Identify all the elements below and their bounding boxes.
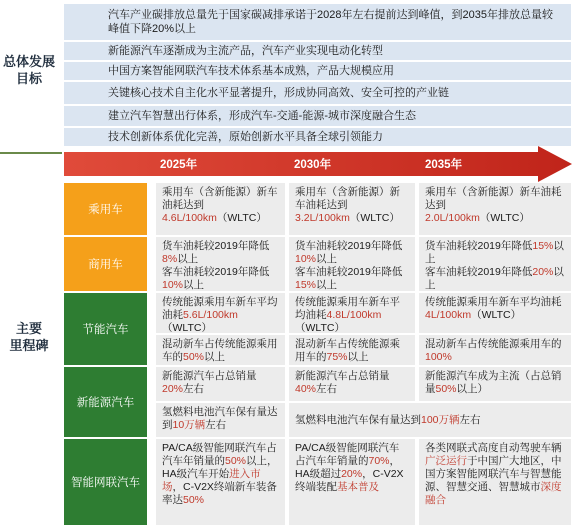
goals-label-line2: 目标 (15, 71, 42, 86)
goal-text: 汽车产业碳排放总量先于国家碳减排承诺于2028年左右提前达到峰值，到2035年排放总量较峰值下降20%以上 (108, 9, 553, 35)
cell-text: 新能源汽车成为主流（占总销量 (425, 370, 562, 395)
cell-text: ，HA级超过 (295, 455, 401, 480)
goal-text: 关键核心技术自主化水平显著提升，形成协同高效、安全可控的产业链 (108, 87, 449, 99)
cell-highlight: 20% (532, 266, 554, 278)
cell-highlight: 2.0L/100km (425, 212, 480, 224)
commercial-2025 (156, 237, 285, 291)
cell-text: 以上） (456, 383, 489, 395)
cell-text: （WLTC） (471, 309, 522, 321)
cell-text: （WLTC） (162, 322, 212, 334)
goal-text: 技术创新体系优化完善，原始创新水平具备全球引领能力 (108, 131, 383, 143)
milestones-label-line1: 主要 (15, 321, 42, 336)
cell-highlight: 100万辆 (421, 413, 460, 426)
section-divider (0, 152, 62, 154)
goal-text: 中国方案智能网联汽车技术体系基本成熟，产品大规模应用 (108, 65, 394, 77)
cell-text: 左右 (183, 383, 205, 395)
intelligent-2030 (289, 439, 415, 525)
cell-highlight: 40% (295, 383, 317, 395)
cell-highlight: 50% (435, 383, 457, 395)
cell-highlight: 5.6L/100km (183, 309, 238, 321)
hydrogen-2030-2035 (289, 403, 571, 437)
cell-text: 传统能源乘用车新车平均油耗 (162, 296, 278, 321)
cell-text: 氢燃料电池汽车保有量达到 (295, 413, 421, 426)
goal-item (64, 62, 571, 80)
category-label: 乘用车 (88, 204, 123, 216)
cell-highlight: 15% (295, 279, 317, 291)
category-label: 商用车 (88, 259, 123, 271)
year-2025: 2025年 (160, 159, 198, 171)
cell-text: 以上 (347, 351, 369, 363)
cell-text: 以上 (425, 266, 564, 291)
passenger-2030 (289, 183, 415, 235)
cell-text: 左右 (205, 419, 227, 431)
cell-highlight: 100% (425, 351, 452, 363)
cell-text: 混动新车占传统能源乘用车的 (162, 338, 278, 363)
cell-text: ，C-V2X终端新车装备率达 (162, 481, 277, 506)
cell-text: 以上 (425, 240, 564, 265)
passenger-2025 (156, 183, 285, 235)
goal-item (64, 128, 571, 146)
cell-text: 乘用车（含新能源）新车油耗达到 (295, 186, 400, 211)
cell-text: 混动新车占传统能源乘用车的 (295, 338, 400, 363)
cell-text: 客车油耗较2019年降低 (425, 266, 533, 278)
milestones-label-line2: 里程碑 (9, 338, 49, 353)
milestones-section-label (0, 312, 58, 362)
cell-text: 货车油耗较2019年降低 (162, 240, 270, 252)
cell-highlight: 20% (162, 383, 184, 395)
commercial-2030 (289, 237, 415, 291)
cell-highlight: 基本普及 (337, 481, 379, 493)
energy-saving-fuel-2025 (156, 293, 285, 333)
cell-text: （WLTC） (295, 322, 345, 334)
cell-text: PA/CA级智能网联汽车占汽车年销量的 (295, 442, 400, 467)
cell-text: 各类网联式高度自动驾驶车辆 (425, 442, 562, 454)
cell-text: 以上，HA级汽车开始 (162, 455, 278, 480)
cell-text: 混动新车占传统能源乘用车的 (425, 338, 562, 350)
category-passenger (64, 183, 147, 235)
cell-text: 客车油耗较2019年降低 (162, 266, 270, 278)
cell-text: 氢燃料电池汽车保有量达到 (162, 406, 278, 431)
category-new-energy (64, 367, 147, 437)
goal-text: 建立汽车智慧出行体系，形成汽车-交通-能源-城市深度融合生态 (108, 110, 416, 122)
category-label: 新能源汽车 (76, 397, 135, 409)
cell-text: 传统能源乘用车新车平均油耗 (295, 296, 400, 321)
cell-highlight: 广泛运行 (425, 455, 467, 467)
category-commercial (64, 237, 147, 291)
cell-text: 新能源汽车占总销量 (295, 370, 390, 382)
cell-text: 乘用车（含新能源）新车油耗达到 (425, 186, 562, 211)
goal-item (64, 106, 571, 126)
cell-text: 客车油耗较2019年降低 (295, 266, 403, 278)
cell-highlight: 15% (532, 240, 554, 252)
cell-text: （WLTC） (479, 212, 530, 224)
cell-text: 传统能源乘用车新车平均油耗 (425, 296, 562, 308)
category-energy-saving (64, 293, 147, 365)
cell-text: 左右 (316, 383, 338, 395)
category-label: 节能汽车 (82, 324, 129, 336)
goal-item (64, 42, 571, 60)
cell-highlight: 20% (341, 468, 363, 480)
cell-text: 于中国广大地区，中国方案智能网联汽车与智慧能源、智慧交通、智慧城市 (425, 455, 562, 493)
goals-section-label (0, 40, 58, 100)
cell-text: 以上 (316, 279, 338, 291)
cell-text: 新能源汽车占总销量 (162, 370, 257, 382)
commercial-2035 (419, 237, 571, 291)
new-energy-share-2025 (156, 367, 285, 401)
cell-text: 以上 (316, 253, 338, 265)
passenger-2035 (419, 183, 571, 235)
cell-text: 左右 (459, 413, 481, 426)
cell-highlight: 4.6L/100km (162, 212, 217, 224)
cell-highlight: 10% (162, 279, 184, 291)
cell-highlight: 50% (225, 455, 247, 467)
cell-highlight: 进入市场 (162, 468, 261, 493)
goal-item (64, 4, 571, 40)
energy-saving-fuel-2035 (419, 293, 571, 333)
cell-text: 货车油耗较2019年降低 (425, 240, 533, 252)
cell-text: ，C-V2X终端装配 (295, 468, 404, 493)
new-energy-share-2035 (419, 367, 571, 401)
cell-text: 以上 (183, 279, 205, 291)
cell-highlight: 4.8L/100km (326, 309, 382, 321)
hydrogen-2025 (156, 403, 285, 437)
cell-text: 以上 (204, 351, 226, 363)
intelligent-2035 (419, 439, 571, 525)
cell-highlight: 70% (368, 455, 390, 467)
goals-label-line1: 总体发展 (2, 54, 55, 69)
energy-saving-fuel-2030 (289, 293, 415, 333)
category-label: 智能网联汽车 (71, 477, 140, 489)
cell-highlight: 10% (295, 253, 317, 265)
cell-highlight: 8% (162, 253, 178, 265)
goal-text: 新能源汽车逐渐成为主流产品，汽车产业实现电动化转型 (108, 45, 383, 57)
cell-text: （WLTC） (216, 212, 267, 224)
cell-highlight: 深度融合 (425, 481, 562, 506)
energy-saving-hybrid-2030 (289, 335, 415, 365)
year-2030: 2030年 (294, 159, 332, 171)
cell-highlight: 50% (183, 351, 205, 363)
cell-text: PA/CA级智能网联汽车占汽车年销量的 (162, 442, 277, 467)
cell-text: （WLTC） (349, 212, 400, 224)
intelligent-2025 (156, 439, 285, 525)
cell-highlight: 50% (183, 494, 205, 506)
goal-item (64, 82, 571, 104)
category-intelligent (64, 439, 147, 525)
energy-saving-hybrid-2035 (419, 335, 571, 365)
energy-saving-hybrid-2025 (156, 335, 285, 365)
cell-text: 乘用车（含新能源）新车油耗达到 (162, 186, 278, 211)
cell-text: 以上 (177, 253, 199, 265)
year-2035: 2035年 (425, 159, 463, 171)
cell-highlight: 75% (326, 351, 348, 363)
new-energy-share-2030 (289, 367, 415, 401)
cell-highlight: 10万辆 (172, 419, 206, 431)
cell-highlight: 3.2L/100km (295, 212, 350, 224)
cell-highlight: 4L/100km (425, 309, 472, 321)
cell-text: 货车油耗较2019年降低 (295, 240, 403, 252)
